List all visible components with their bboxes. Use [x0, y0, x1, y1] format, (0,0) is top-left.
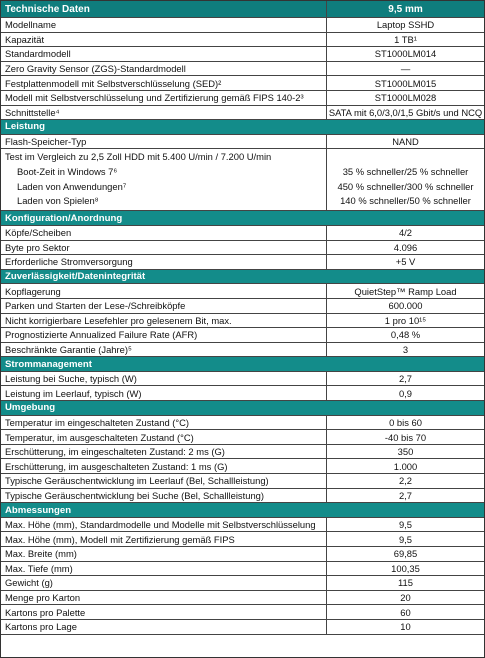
spec-row	[1, 106, 484, 121]
group-leistung	[1, 135, 484, 150]
spec-label: Erforderliche Stromversorgung	[1, 255, 327, 269]
spec-label: Schnittstelle⁴	[1, 106, 327, 120]
spec-row	[1, 445, 484, 460]
spec-label: Beschränkte Garantie (Jahre)⁵	[1, 343, 327, 357]
spec-value: 3	[402, 343, 409, 355]
spec-label: Menge pro Karton	[1, 591, 327, 605]
spec-label: Modell mit Selbstverschlüsselung und Zertifizierung gemäß FIPS 140-2³	[1, 91, 327, 105]
test-spacer	[331, 150, 480, 165]
spec-row	[1, 91, 484, 106]
spec-row	[1, 430, 484, 445]
spec-label: Kapazität	[1, 33, 327, 47]
section-konfiguration	[1, 211, 484, 226]
spec-label: Parken und Starten der Lese-/Schreibköpfe	[1, 299, 327, 313]
spec-label: Temperatur, im ausgeschalteten Zustand (°C)	[1, 430, 327, 444]
spec-row	[1, 605, 484, 620]
spec-value: 115	[398, 577, 413, 589]
spec-value: 60	[400, 606, 411, 618]
spec-label: Modellname	[1, 18, 327, 32]
spec-row	[1, 547, 484, 562]
test-item-label: Laden von Anwendungen⁷	[17, 180, 127, 192]
leistung-test-block	[1, 149, 484, 211]
section-strommanagement	[1, 357, 484, 372]
spec-row	[1, 241, 484, 256]
group-zuverlaessigkeit	[1, 284, 484, 357]
spec-label: Temperatur im eingeschalteten Zustand (°C)	[1, 416, 327, 430]
group-abmessungen	[1, 518, 484, 635]
spec-value: SATA mit 6,0/3,0/1,5 Gbit/s und NCQ	[328, 106, 483, 118]
spec-row	[1, 62, 484, 77]
spec-label: Prognostizierte Annualized Failure Rate (AFR)	[1, 328, 327, 342]
spec-row	[1, 328, 484, 343]
section-leistung	[1, 120, 484, 135]
spec-label: Festplattenmodell mit Selbstverschlüsselung (SED)²	[1, 76, 327, 90]
spec-label: Max. Höhe (mm), Modell mit Zertifizierung gemäß FIPS	[1, 532, 327, 546]
spec-label: Byte pro Sektor	[1, 241, 327, 255]
spec-label: Erschütterung, im eingeschalteten Zustand: 2 ms (G)	[1, 445, 327, 459]
spec-row	[1, 372, 484, 387]
test-values	[327, 149, 484, 210]
section-abmessungen	[1, 503, 484, 518]
spec-row	[1, 532, 484, 547]
section-title: Umgebung	[5, 402, 56, 414]
spec-value: 0 bis 60	[389, 416, 422, 428]
spec-row	[1, 591, 484, 606]
spec-value: 2,7	[398, 373, 413, 385]
spec-row	[1, 343, 484, 358]
section-title: Abmessungen	[5, 504, 72, 516]
spec-value: 1 pro 10¹⁵	[384, 314, 427, 326]
spec-value: 4.096	[393, 241, 418, 253]
spec-value: +5 V	[395, 256, 416, 268]
section-title: Zuverlässigkeit/Datenintegrität	[5, 271, 146, 283]
spec-row	[1, 459, 484, 474]
test-labels	[1, 149, 327, 210]
group-general	[1, 18, 484, 120]
test-item-value: 450 % schneller/300 % schneller	[337, 180, 474, 192]
spec-value: 0,9	[398, 387, 413, 399]
spec-value: 69,85	[393, 548, 418, 560]
spec-label: Max. Höhe (mm), Standardmodelle und Modelle mit Selbstverschlüsselung	[1, 518, 327, 532]
spec-row	[1, 620, 484, 635]
spec-row	[1, 18, 484, 33]
spec-label: Leistung bei Suche, typisch (W)	[1, 372, 327, 386]
spec-row	[1, 576, 484, 591]
spec-label: Leistung im Leerlauf, typisch (W)	[1, 386, 327, 400]
spec-row	[1, 562, 484, 577]
spec-row	[1, 518, 484, 533]
spec-value: 2,2	[398, 475, 413, 487]
spec-label: Typische Geräuschentwicklung bei Suche (Bel, Schallleistung)	[1, 489, 327, 503]
spec-row	[1, 135, 484, 150]
test-title: Test im Vergleich zu 2,5 Zoll HDD mit 5.400 U/min / 7.200 U/min	[5, 151, 272, 163]
spec-value: Laptop SSHD	[376, 19, 435, 31]
spec-row	[1, 489, 484, 504]
section-umgebung	[1, 401, 484, 416]
spec-value: 1.000	[393, 460, 418, 472]
spec-value: 10	[400, 621, 411, 633]
spec-label: Flash-Speicher-Typ	[1, 135, 327, 149]
header-label: Technische Daten	[1, 1, 327, 17]
spec-value: 9,5	[398, 519, 413, 531]
spec-row	[1, 474, 484, 489]
header-value: 9,5 mm	[388, 3, 423, 15]
section-title: Konfiguration/Anordnung	[5, 212, 123, 224]
spec-label: Köpfe/Scheiben	[1, 226, 327, 240]
spec-value: 2,7	[398, 489, 413, 501]
spec-value: 1 TB¹	[394, 33, 417, 45]
group-konfiguration	[1, 226, 484, 270]
group-strommanagement	[1, 372, 484, 401]
spec-label: Standardmodell	[1, 47, 327, 61]
spec-value: 100,35	[391, 562, 420, 574]
spec-label: Typische Geräuschentwicklung im Leerlauf (Bel, Schallleistung)	[1, 474, 327, 488]
spec-value: 0,48 %	[390, 329, 421, 341]
test-item-label: Boot-Zeit in Windows 7⁶	[17, 165, 118, 177]
spec-row	[1, 284, 484, 299]
spec-label: Erschütterung, im ausgeschalteten Zustand: 1 ms (G)	[1, 459, 327, 473]
spec-row	[1, 255, 484, 270]
section-title: Strommanagement	[5, 358, 92, 370]
spec-value: 600.000	[388, 300, 423, 312]
group-umgebung	[1, 416, 484, 504]
header-row	[1, 1, 484, 18]
spec-value: 9,5	[398, 533, 413, 545]
spec-row	[1, 314, 484, 329]
spec-label: Max. Breite (mm)	[1, 547, 327, 561]
spec-value: QuietStep™ Ramp Load	[354, 285, 457, 297]
spec-value: -40 bis 70	[384, 431, 427, 443]
test-item-value: 35 % schneller/25 % schneller	[342, 165, 469, 177]
spec-row	[1, 33, 484, 48]
spec-label: Gewicht (g)	[1, 576, 327, 590]
spec-value: 20	[400, 592, 411, 604]
spec-value: —	[400, 63, 411, 75]
spec-value: ST1000LM028	[374, 92, 437, 104]
spec-row	[1, 47, 484, 62]
spec-label: Kartons pro Lage	[1, 620, 327, 634]
spec-label: Nicht korrigierbare Lesefehler pro gelesenem Bit, max.	[1, 314, 327, 328]
spec-value: NAND	[392, 136, 419, 148]
spec-row	[1, 416, 484, 431]
spec-row	[1, 299, 484, 314]
spec-label: Kopflagerung	[1, 284, 327, 298]
test-item-label: Laden von Spielen⁸	[17, 195, 99, 207]
section-title: Leistung	[5, 121, 45, 133]
test-item-value: 140 % schneller/50 % schneller	[340, 195, 471, 207]
spec-value: ST1000LM014	[374, 48, 437, 60]
spec-value: ST1000LM015	[374, 77, 437, 89]
spec-label: Max. Tiefe (mm)	[1, 562, 327, 576]
spec-row	[1, 386, 484, 401]
spec-row	[1, 76, 484, 91]
spec-value: 350	[397, 446, 414, 458]
spec-label: Zero Gravity Sensor (ZGS)-Standardmodell	[1, 62, 327, 76]
spec-value: 4/2	[398, 227, 413, 239]
spec-label: Kartons pro Palette	[1, 605, 327, 619]
spec-row	[1, 226, 484, 241]
section-zuverlaessigkeit	[1, 270, 484, 285]
